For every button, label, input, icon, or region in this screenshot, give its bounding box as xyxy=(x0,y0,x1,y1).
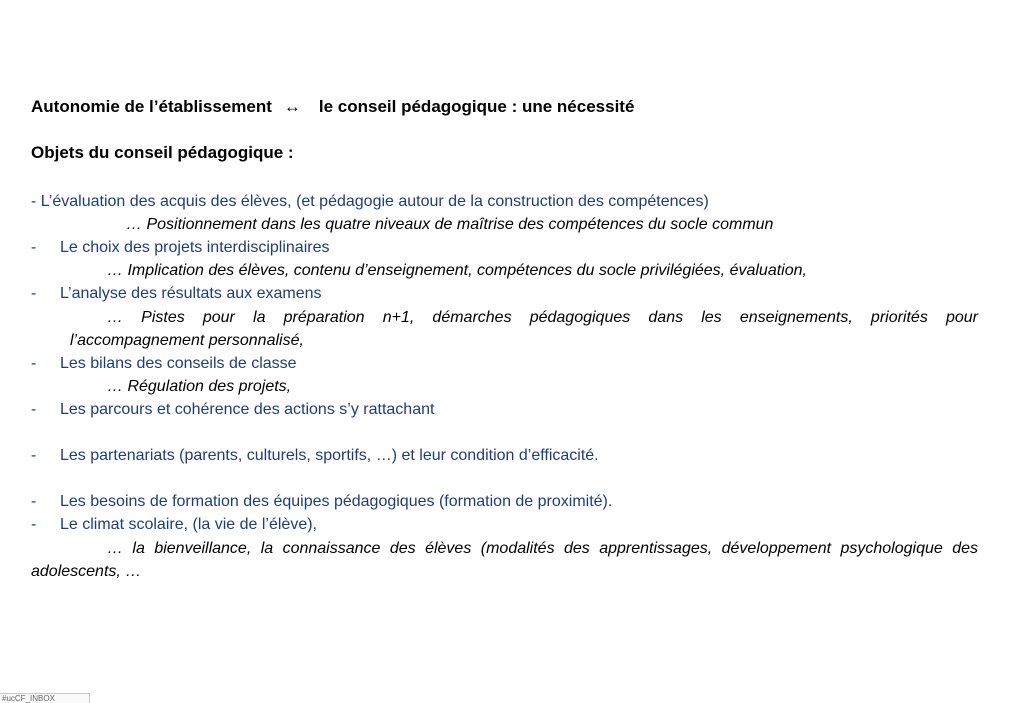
double-arrow-icon: ↔ xyxy=(283,97,301,116)
list-dash: - xyxy=(31,193,37,210)
document-subtitle: Objets du conseil pédagogique : xyxy=(31,143,294,162)
list-subitem-continuation: l’accompagnement personnalisé, xyxy=(70,332,304,349)
title-left: Autonomie de l’établissement xyxy=(31,97,272,116)
footer-tab[interactable]: #ucCF_INBOX xyxy=(0,693,90,703)
list-dash: - xyxy=(31,355,37,372)
list-subitem: … Régulation des projets, xyxy=(107,378,292,395)
list-subitem: … Implication des élèves, contenu d’enseignement, compétences du socle privilégiées, évaluation, xyxy=(107,262,807,279)
list-item-text: Les besoins de formation des équipes pédagogiques (formation de proximité). xyxy=(60,493,613,510)
list-dash: - xyxy=(31,285,37,302)
list-subitem: … la bienveillance, la connaissance des élèves (modalités des apprentissages, développement psychologique des xyxy=(107,540,978,557)
list-item-text: Les parcours et cohérence des actions s’y rattachant xyxy=(60,401,435,418)
list-item-text: L’analyse des résultats aux examens xyxy=(60,285,322,302)
list-dash: - xyxy=(31,516,37,533)
list-dash: - xyxy=(31,493,37,510)
list-item-text: L’évaluation des acquis des élèves, (et pédagogie autour de la construction des compétences) xyxy=(40,193,709,210)
list-item-text: Les partenariats (parents, culturels, sportifs, …) et leur condition d’efficacité. xyxy=(60,447,599,464)
list-dash: - xyxy=(31,239,37,256)
list-item-evaluation xyxy=(31,192,709,212)
list-item-text: Le choix des projets interdisciplinaires xyxy=(60,239,330,256)
list-subitem-continuation: adolescents, … xyxy=(31,563,142,580)
title-right: le conseil pédagogique : une nécessité xyxy=(318,97,635,116)
list-dash: - xyxy=(31,401,37,418)
list-item-text: Les bilans des conseils de classe xyxy=(60,355,297,372)
document-title xyxy=(31,97,634,117)
list-subitem: … Pistes pour la préparation n+1, démarches pédagogiques dans les enseignements, priorités pour xyxy=(107,309,978,326)
list-subitem: … Positionnement dans les quatre niveaux de maîtrise des compétences du socle commun xyxy=(126,216,774,233)
list-dash: - xyxy=(31,447,37,464)
list-item-text: Le climat scolaire, (la vie de l’élève), xyxy=(60,516,317,533)
